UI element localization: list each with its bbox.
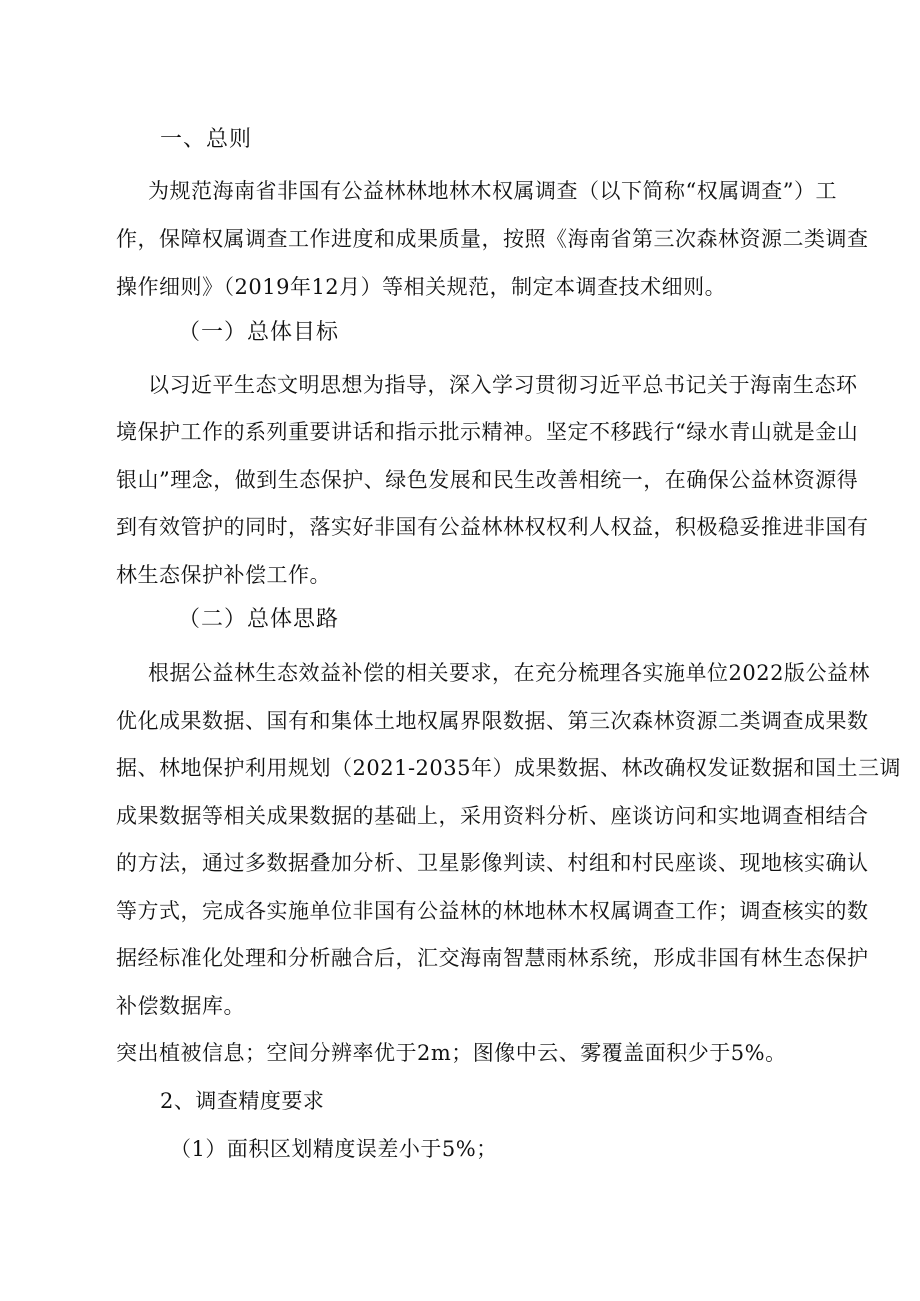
subsection-heading: （一）总体目标 <box>178 320 340 345</box>
paragraph-line: 优化成果数据、国有和集体土地权属界限数据、第三次森林资源二类调查成果数 <box>116 709 869 733</box>
paragraph-line: 林生态保护补偿工作。 <box>116 563 331 587</box>
paragraph-line: 据、林地保护利用规划（2021-2035年）成果数据、林改确权发证数据和国土三调 <box>116 756 901 780</box>
paragraph-line: 以习近平生态文明思想为指导，深入学习贯彻习近平总书记关于海南生态环 <box>148 373 858 397</box>
paragraph-line: 境保护工作的系列重要讲话和指示批示精神。坚定不移践行“绿水青山就是金山 <box>116 420 859 444</box>
section-heading: 一、总则 <box>160 127 253 152</box>
paragraph-line: 等方式，完成各实施单位非国有公益林的林地林木权属调查工作；调查核实的数 <box>116 899 869 923</box>
paragraph-line: 据经标准化处理和分析融合后，汇交海南智慧雨林系统，形成非国有林生态保护 <box>116 946 869 970</box>
fragment-line: 突出植被信息；空间分辨率优于2m；图像中云、雾覆盖面积少于5%。 <box>116 1041 787 1065</box>
paragraph-line: 作，保障权属调查工作进度和成果质量，按照《海南省第三次森林资源二类调查 <box>116 227 869 251</box>
paragraph-line: 的方法，通过多数据叠加分析、卫星影像判读、村组和村民座谈、现地核实确认 <box>116 851 869 875</box>
paragraph-line: 为规范海南省非国有公益林林地林木权属调查（以下简称“权属调查”）工 <box>148 179 837 203</box>
paragraph-line: 根据公益林生态效益补偿的相关要求，在充分梳理各实施单位2022版公益林 <box>148 661 870 685</box>
paragraph-line: 到有效管护的同时，落实好非国有公益林林权权利人权益，积极稳妥推进非国有 <box>116 515 869 539</box>
item-subline: （1）面积区划精度误差小于5%； <box>170 1137 498 1161</box>
paragraph-line: 补偿数据库。 <box>116 994 245 1018</box>
item-heading: 2、调查精度要求 <box>160 1089 325 1113</box>
paragraph-line: 银山”理念，做到生态保护、绿色发展和民生改善相统一，在确保公益林资源得 <box>116 468 859 492</box>
paragraph-line: 操作细则》（2019年12月）等相关规范，制定本调查技术细则。 <box>116 275 727 299</box>
paragraph-line: 成果数据等相关成果数据的基础上，采用资料分析、座谈访问和实地调查相结合 <box>116 804 869 828</box>
subsection-heading: （二）总体思路 <box>178 607 340 632</box>
